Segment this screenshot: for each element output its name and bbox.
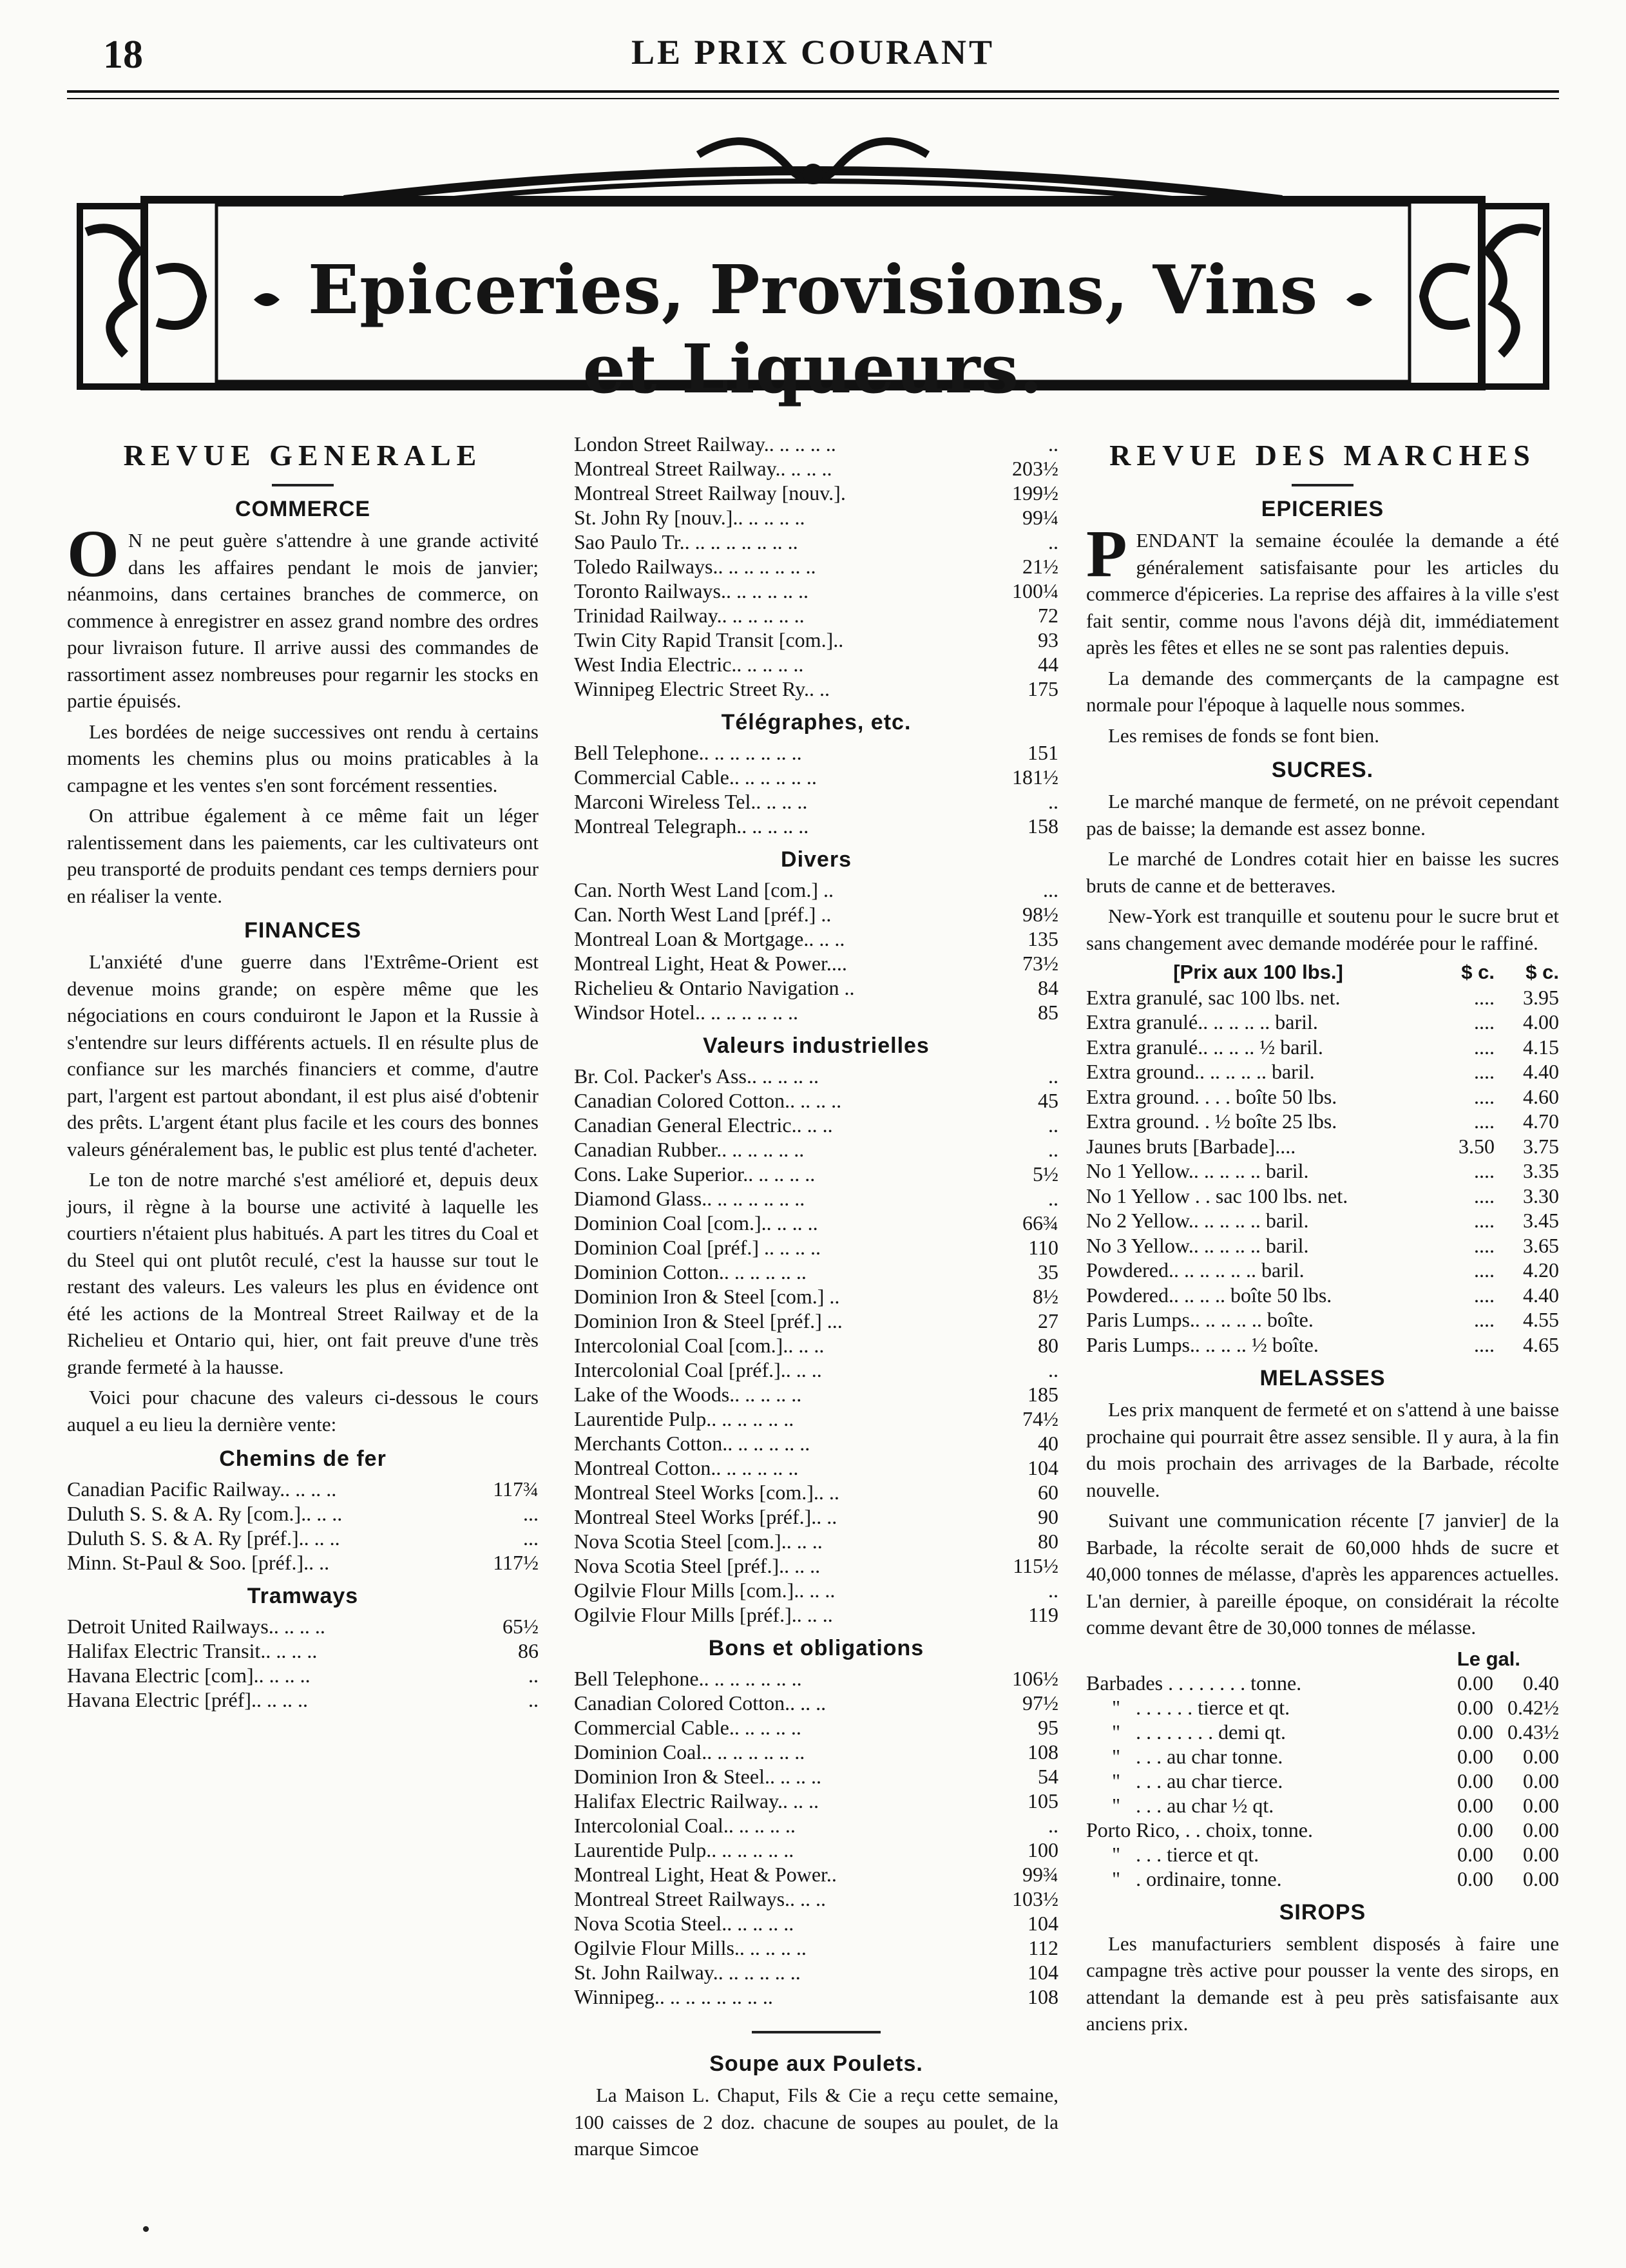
price-row: Laurentide Pulp.. .. .. .. .. .. 74½ — [574, 1407, 1058, 1430]
price-row: Montreal Street Railway.. .. .. .. 203½ — [574, 457, 1058, 480]
price-row: Ogilvie Flour Mills [com.].. .. .. .. — [574, 1579, 1058, 1602]
melasses-paragraph: Suivant une communication récente [7 janvier] de la Barbade, la récolte serait de 60,000 hhds de sucre et 40,000 tonnes de mélasse, d'après les apparences actuelles. L'an dernier, à pareille époque, on considérait la récolte comme devant être de 30,000 tonnes de mélasse. — [1086, 1509, 1559, 1639]
price-row: Marconi Wireless Tel.. .. .. .. .. — [574, 790, 1058, 813]
price-row: Can. North West Land [com.] .. ... — [574, 878, 1058, 901]
price-row: Montreal Light, Heat & Power.. 99¾ — [574, 1863, 1058, 1886]
commerce-paragraph: Les bordées de neige successives ont rendu à certains moments les chemins plus ou moins praticables à la campagne et les ventes s'en sont forcément ressenties. — [67, 720, 539, 796]
price-row: St. John Railway.. .. .. .. .. .. 104 — [574, 1961, 1058, 1984]
sirops-paragraph: Les manufacturiers semblent disposés à faire une campagne très active pour pousser la vente des sirops, en attendant la demande est à peu près satisfaisante aux anciens prix. — [1086, 1932, 1559, 2035]
drop-cap: O — [67, 517, 119, 591]
price-row: Havana Electric [com].. .. .. .. .. — [67, 1664, 539, 1687]
price-row: Bell Telephone.. .. .. .. .. .. .. 151 — [574, 741, 1058, 764]
soupe-paragraph: La Maison L. Chaput, Fils & Cie a reçu cette semaine, 100 caisses de 2 doz. chacune de soupes au poulet, de la marque Simcoe — [574, 2084, 1058, 2160]
price-row: Canadian Colored Cotton.. .. .. 97½ — [574, 1691, 1058, 1715]
separator-rule — [752, 2031, 881, 2033]
price-row: Montreal Cotton.. .. .. .. .. .. 104 — [574, 1456, 1058, 1479]
price-row: Minn. St-Paul & Soo. [préf.].. .. 117½ — [67, 1551, 539, 1574]
molasses-price-row: " . . . au char tierce. 0.00 0.00 — [1086, 1769, 1559, 1792]
sugar-price-row: Powdered.. .. .. .. .. .. baril. .... 4.20 — [1086, 1258, 1559, 1282]
price-row: Twin City Rapid Transit [com.].. 93 — [574, 628, 1058, 651]
price-row: Dominion Iron & Steel [com.] .. 8½ — [574, 1285, 1058, 1308]
subheading-divers: Divers — [781, 847, 852, 872]
price-row: Br. Col. Packer's Ass.. .. .. .. .. .. — [574, 1064, 1058, 1088]
price-row: Montreal Telegraph.. .. .. .. .. 158 — [574, 814, 1058, 838]
section-heading: REVUE GENERALE — [123, 439, 483, 472]
sugar-price-row: Paris Lumps.. .. .. .. ½ boîte. .... 4.65 — [1086, 1332, 1559, 1356]
price-row: Trinidad Railway.. .. .. .. .. .. 72 — [574, 604, 1058, 627]
price-row: Montreal Steel Works [préf.].. .. 90 — [574, 1505, 1058, 1528]
subheading-soupe: Soupe aux Poulets. — [709, 2052, 923, 2076]
page-number: 18 — [103, 33, 143, 77]
sugar-price-row: Extra ground. . . . boîte 50 lbs. .... 4.60 — [1086, 1084, 1559, 1108]
price-row: Nova Scotia Steel.. .. .. .. .. 104 — [574, 1912, 1058, 1935]
column-valeurs — [574, 432, 1058, 2166]
subheading-chemins-de-fer: Chemins de fer — [219, 1446, 387, 1471]
sugar-price-row: No 1 Yellow.. .. .. .. .. baril. .... 3.35 — [1086, 1159, 1559, 1182]
sugar-price-row: Extra ground. . ½ boîte 25 lbs. .... 4.70 — [1086, 1110, 1559, 1133]
epiceries-paragraph: La demande des commerçants de la campagne est normale pour l'époque à laquelle nous sommes. — [1086, 666, 1559, 716]
price-row: Detroit United Railways.. .. .. .. 65½ — [67, 1615, 539, 1638]
column-revue-generale — [67, 432, 539, 1712]
subheading-sucres: SUCRES. — [1271, 758, 1374, 782]
price-row: Canadian General Electric.. .. .. .. — [574, 1113, 1058, 1137]
price-row: Bell Telephone.. .. .. .. .. .. .. 106½ — [574, 1667, 1058, 1690]
molasses-price-row: " . ordinaire, tonne. 0.00 0.00 — [1086, 1867, 1559, 1890]
price-row: West India Electric.. .. .. .. .. 44 — [574, 653, 1058, 676]
price-row: Dominion Cotton.. .. .. .. .. .. 35 — [574, 1260, 1058, 1283]
price-row: Canadian Colored Cotton.. .. .. .. 45 — [574, 1089, 1058, 1112]
price-row: Winnipeg Electric Street Ry.. .. 175 — [574, 677, 1058, 700]
price-row: St. John Ry [nouv.].. .. .. .. .. 99¼ — [574, 506, 1058, 529]
sugar-price-row: No 2 Yellow.. .. .. .. .. baril. .... 3.45 — [1086, 1209, 1559, 1232]
price-row: Montreal Light, Heat & Power.... 73½ — [574, 952, 1058, 975]
price-row: Laurentide Pulp.. .. .. .. .. .. 100 — [574, 1838, 1058, 1861]
column-revue-des-marches — [1086, 432, 1559, 2041]
finances-paragraph: Le ton de notre marché s'est amélioré et, depuis deux jours, il règne à la bourse une activité à laquelle les courtiers n'étaient plus habitués. A part les titres du Coal et du Steel qui ont plutôt reculé, c'est la hausse sur tout le restant des valeurs. Les valeurs les plus en évidence ont été les actions de la Montreal Street Railway et de la Richelieu et Ontario qui, hier, ont fait preuve d'une très grande fermeté à la hausse. — [67, 1168, 539, 1378]
price-row: Halifax Electric Transit.. .. .. .. 86 — [67, 1639, 539, 1662]
price-row: Toledo Railways.. .. .. .. .. .. .. 21½ — [574, 555, 1058, 578]
commerce-paragraph: On attribue également à ce même fait un léger ralentissement dans les paiements, car les cultivateurs ont peu transporté de produits pendant ces temps derniers pour en réaliser la vente. — [67, 804, 539, 907]
price-row: Commercial Cable.. .. .. .. .. 95 — [574, 1716, 1058, 1739]
tramways-continued — [574, 432, 1058, 701]
sugar-price-row: Powdered.. .. .. .. boîte 50 lbs. .... 4.40 — [1086, 1283, 1559, 1307]
sugar-price-row: Extra granulé.. .. .. .. ½ baril. .... 4.15 — [1086, 1035, 1559, 1059]
price-row: Intercolonial Coal [préf.].. .. .. .. — [574, 1358, 1058, 1381]
price-row: Richelieu & Ontario Navigation .. 84 — [574, 976, 1058, 999]
subheading-sirops: SIROPS — [1279, 1899, 1366, 1925]
subheading-melasses: MELASSES — [1259, 1366, 1386, 1390]
price-row: Montreal Street Railway [nouv.]. 199½ — [574, 481, 1058, 505]
price-row: Commercial Cable.. .. .. .. .. .. 181½ — [574, 765, 1058, 789]
price-row: Toronto Railways.. .. .. .. .. .. 100¼ — [574, 579, 1058, 602]
header-rule-top — [67, 90, 1559, 93]
sugar-price-row: Extra ground.. .. .. .. .. baril. .... 4.40 — [1086, 1060, 1559, 1083]
price-row: Halifax Electric Railway.. .. .. 105 — [574, 1789, 1058, 1812]
subheading-tramways: Tramways — [247, 1584, 359, 1608]
sugar-price-row: No 1 Yellow . . sac 100 lbs. net. .... 3.30 — [1086, 1184, 1559, 1207]
price-row: Cons. Lake Superior.. .. .. .. .. 5½ — [574, 1162, 1058, 1186]
subheading-epiceries: EPICERIES — [1261, 497, 1384, 521]
subheading-telegraphes: Télégraphes, etc. — [721, 710, 912, 735]
finances-paragraph: Voici pour chacune des valeurs ci-dessous le cours auquel a eu lieu la dernière vente: — [67, 1386, 539, 1436]
drop-cap: P — [1086, 517, 1127, 591]
price-row: Diamond Glass.. .. .. .. .. .. .. .. — [574, 1187, 1058, 1210]
sugar-price-row: Paris Lumps.. .. .. .. .. boîte. .... 4.55 — [1086, 1308, 1559, 1331]
sugar-price-row: Jaunes bruts [Barbade].... 3.50 3.75 — [1086, 1134, 1559, 1158]
header-rule-bottom — [67, 98, 1559, 99]
price-row: Windsor Hotel.. .. .. .. .. .. .. 85 — [574, 1001, 1058, 1024]
price-row: Intercolonial Coal [com.].. .. .. 80 — [574, 1334, 1058, 1357]
price-row: Dominion Coal.. .. .. .. .. .. .. 108 — [574, 1740, 1058, 1763]
price-row: Intercolonial Coal.. .. .. .. .. .. — [574, 1814, 1058, 1837]
molasses-price-row: Barbades . . . . . . . . tonne. 0.00 0.40 — [1086, 1671, 1559, 1695]
molasses-price-row: Porto Rico, . . choix, tonne. 0.00 0.00 — [1086, 1818, 1559, 1841]
molasses-price-row: " . . . . . . tierce et qt. 0.00 0.42½ — [1086, 1695, 1559, 1719]
price-row: Nova Scotia Steel [com.].. .. .. 80 — [574, 1530, 1058, 1553]
epiceries-paragraph: Les remises de fonds se font bien. — [1108, 724, 1379, 747]
banner-title: Epiceries, Provisions, Vins et Liqueurs. — [307, 250, 1319, 408]
price-row: Dominion Iron & Steel [préf.] ... 27 — [574, 1309, 1058, 1332]
subheading-bons: Bons et obligations — [708, 1636, 924, 1660]
price-row: Canadian Pacific Railway.. .. .. .. 117¾ — [67, 1477, 539, 1501]
sugar-price-row: Extra granulé, sac 100 lbs. net. .... 3.95 — [1086, 985, 1559, 1009]
finances-paragraph: L'anxiété d'une guerre dans l'Extrême-Orient est devenue moins grande; on espère même que les négociations en cours conduiront le Japon et la Russie à s'entendre sur leurs différents actuels. Il en résulte plus de confiance sur les marchés financiers et comme, d'autre part, l'argent est partout abondant, il est plus aisé d'obtenir des prêts. L'argent étant plus facile et les cours des bonnes valeurs généralement bas, le public est plus tenté d'acheter. — [67, 950, 539, 1160]
commerce-paragraph: O N ne peut guère s'attendre à une grande activité dans les affaires pendant le mois de janvier; néanmoins, dans certaines branches de commerce, on commence à enregistrer en assez grand nombre des ordres pour livraison future. Il arrive aussi des commandes de rassortiment assez nombreuses pour regarnir les stocks en partie épuisés. — [67, 517, 539, 712]
molasses-price-row: " . . . au char ½ qt. 0.00 0.00 — [1086, 1793, 1559, 1817]
sugar-table-header: [Prix aux 100 lbs.] $ c. $ c. — [1173, 961, 1559, 983]
section-banner — [67, 129, 1559, 406]
price-row: Dominion Coal [préf.] .. .. .. .. 110 — [574, 1236, 1058, 1259]
article-columns — [67, 432, 1559, 2242]
price-row: Ogilvie Flour Mills.. .. .. .. .. 112 — [574, 1936, 1058, 1959]
heading-rule — [1292, 484, 1353, 486]
sugar-price-row: No 3 Yellow.. .. .. .. .. baril. .... 3.65 — [1086, 1233, 1559, 1257]
price-row: Merchants Cotton.. .. .. .. .. .. 40 — [574, 1432, 1058, 1455]
price-row: Sao Paulo Tr.. .. .. .. .. .. .. .. .. — [574, 530, 1058, 553]
journal-title: LE PRIX COURANT — [631, 33, 995, 72]
heading-rule — [272, 484, 334, 486]
molasses-price-row: " . . . tierce et qt. 0.00 0.00 — [1086, 1842, 1559, 1866]
sucres-paragraph: Le marché de Londres cotait hier en baisse les sucres bruts de canne et de betteraves. — [1086, 847, 1559, 897]
price-row: Winnipeg.. .. .. .. .. .. .. .. 108 — [574, 1985, 1058, 2008]
epiceries-paragraph: PENDANT la semaine écoulée la demande a été généralement satisfaisante pour les articles du commerce d'épiceries. La reprise des affaires à la ville s'est fait sentir, comme nous l'avons déjà dit, immédiatement après les fêtes et elles ne se sont pas ralenties depuis. — [1086, 517, 1559, 658]
price-row: Can. North West Land [préf.] .. 98½ — [574, 903, 1058, 926]
molasses-price-row: " . . . . . . . . demi qt. 0.00 0.43½ — [1086, 1720, 1559, 1744]
price-row: London Street Railway.. .. .. .. .. .. — [574, 432, 1058, 456]
molasses-price-row: " . . . au char tonne. 0.00 0.00 — [1086, 1744, 1559, 1768]
subheading-commerce: COMMERCE — [234, 497, 371, 521]
page-header — [67, 32, 1559, 77]
price-row: Duluth S. S. & A. Ry [préf.].. .. .. ... — [67, 1526, 539, 1550]
section-heading: REVUE DES MARCHES — [1109, 439, 1536, 472]
sugar-price-row: Extra granulé.. .. .. .. .. baril. .... 4.00 — [1086, 1010, 1559, 1033]
subheading-valeurs-industrielles: Valeurs industrielles — [703, 1033, 930, 1058]
price-row: Canadian Rubber.. .. .. .. .. .. .. — [574, 1138, 1058, 1161]
price-row: Duluth S. S. & A. Ry [com.].. .. .. ... — [67, 1502, 539, 1525]
price-row: Nova Scotia Steel [préf.].. .. .. 115½ — [574, 1554, 1058, 1577]
price-row: Montreal Loan & Mortgage.. .. .. 135 — [574, 927, 1058, 950]
price-row: Ogilvie Flour Mills [préf.].. .. .. 119 — [574, 1603, 1058, 1626]
page-dot-mark — [143, 2226, 149, 2232]
sucres-paragraph: New-York est tranquille et soutenu pour le sucre brut et sans changement avec demande modérée pour le raffiné. — [1086, 905, 1559, 954]
price-row: Lake of the Woods.. .. .. .. .. 185 — [574, 1383, 1058, 1406]
price-row: Havana Electric [préf].. .. .. .. .. — [67, 1688, 539, 1711]
price-row: Montreal Street Railways.. .. .. 103½ — [574, 1887, 1058, 1910]
sucres-paragraph: Le marché manque de fermeté, on ne prévoit cependant pas de baisse; la demande est assez bonne. — [1086, 790, 1559, 840]
price-row: Dominion Iron & Steel.. .. .. .. 54 — [574, 1765, 1058, 1788]
price-row: Montreal Steel Works [com.].. .. 60 — [574, 1481, 1058, 1504]
price-row: Dominion Coal [com.].. .. .. .. 66¾ — [574, 1211, 1058, 1235]
molasses-column-header: Le gal. — [1457, 1647, 1520, 1670]
melasses-paragraph: Les prix manquent de fermeté et on s'attend à une baisse prochaine qui pourrait être assez sensible. Il y aura, à la fin du mois prochain des arrivages de la Barbade, récolte nouvelle. — [1086, 1398, 1559, 1501]
subheading-finances: FINANCES — [244, 918, 361, 943]
